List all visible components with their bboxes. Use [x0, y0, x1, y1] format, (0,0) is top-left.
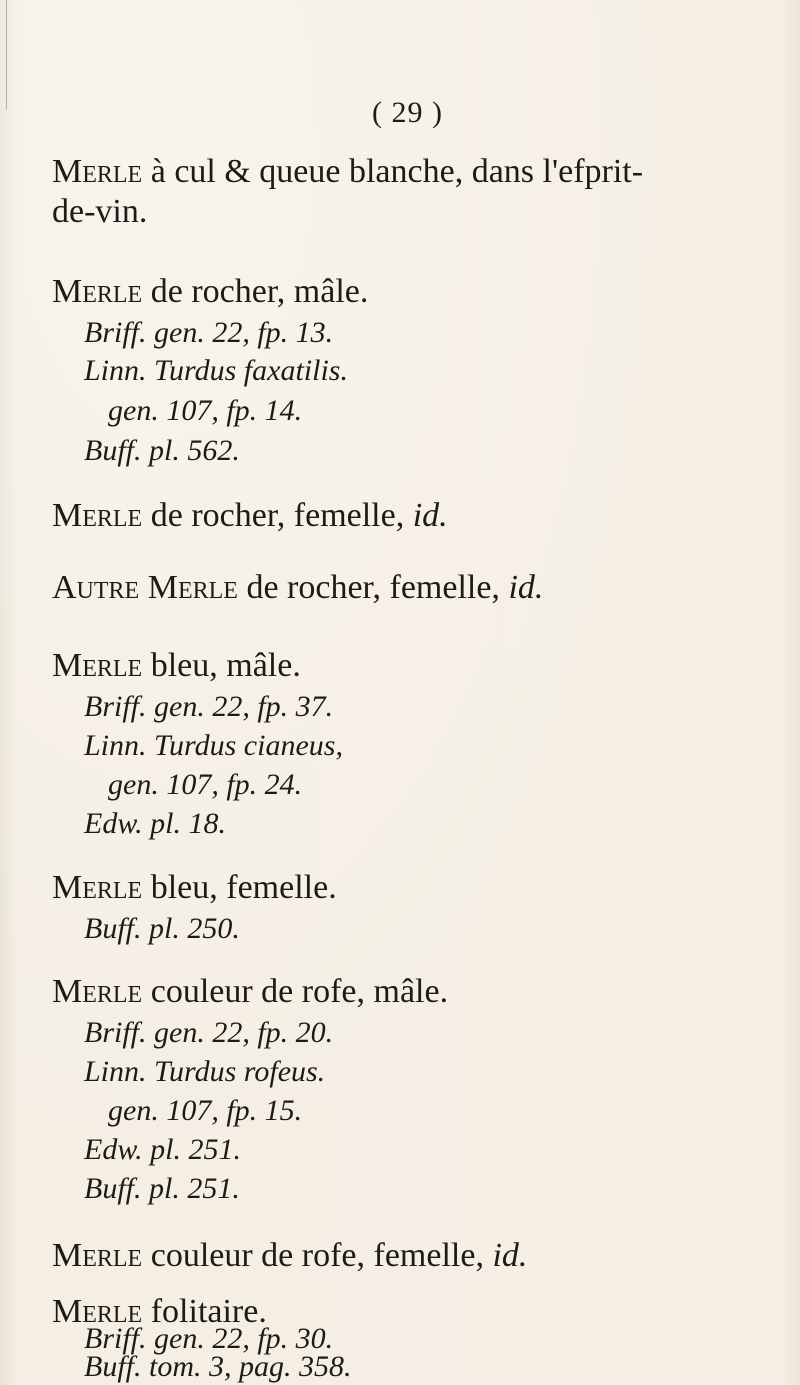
- heading-caps: Merle: [52, 869, 143, 906]
- heading-caps: Merle: [52, 973, 143, 1010]
- ref-text: gen. 22, fp. 20.: [146, 1016, 334, 1049]
- reference-line: [84, 1016, 333, 1050]
- reference-line: [108, 394, 302, 428]
- ref-author: Buff.: [84, 1172, 142, 1205]
- reference-line: [84, 807, 226, 841]
- heading-text: de rocher, mâle.: [142, 273, 369, 310]
- heading-text: folitaire.: [142, 1293, 267, 1330]
- heading-text: bleu, femelle.: [142, 869, 337, 906]
- entry-heading: [52, 272, 368, 312]
- ref-author: Briff.: [84, 690, 147, 723]
- ref-text: gen. 22, fp. 30.: [146, 1322, 334, 1355]
- heading-text: couleur de rofe, mâle.: [142, 973, 449, 1010]
- ref-text: pl. 251.: [141, 1172, 240, 1205]
- ref-text: pl. 250.: [141, 912, 240, 945]
- heading-caps: Merle: [52, 1237, 143, 1274]
- reference-line: [84, 354, 348, 388]
- ref-text: tom. 3, pag. 358.: [141, 1350, 352, 1383]
- ref-author: Buff.: [84, 1350, 142, 1383]
- reference-line: [84, 1055, 325, 1089]
- ref-author: Buff.: [84, 912, 142, 945]
- heading-text: bleu, mâle.: [142, 647, 301, 684]
- heading-text: couleur de rofe, femelle,: [142, 1237, 493, 1274]
- entry-heading: [52, 972, 448, 1012]
- entry-heading: [52, 868, 337, 908]
- page-edge: [6, 0, 7, 110]
- ref-author: Briff.: [84, 1016, 147, 1049]
- ref-text: gen. 107, fp. 15.: [108, 1094, 303, 1127]
- heading-text: à cul & queue blanche, dans l'efprit-: [142, 153, 644, 190]
- ref-text: pl. 562.: [141, 434, 240, 467]
- entry-heading: [52, 568, 543, 608]
- ref-author: Edw.: [84, 807, 143, 840]
- ref-text: Turdus rofeus.: [146, 1055, 326, 1088]
- entry-heading: [52, 1236, 527, 1276]
- ref-text: gen. 107, fp. 14.: [108, 394, 303, 427]
- reference-line: [84, 1133, 241, 1167]
- ref-text: pl. 18.: [142, 807, 226, 840]
- ref-author: Buff.: [84, 434, 142, 467]
- heading-caps: Autre Merle: [52, 569, 238, 606]
- heading-caps: Merle: [52, 1293, 143, 1330]
- entry-heading: [52, 152, 643, 192]
- reference-line: [84, 912, 240, 946]
- reference-line: [84, 729, 343, 763]
- ref-text: gen. 22, fp. 37.: [146, 690, 334, 723]
- page-number: ( 29 ): [372, 96, 443, 129]
- ref-text: gen. 107, fp. 24.: [108, 768, 303, 801]
- reference-line: [84, 1350, 352, 1384]
- ref-text: Turdus cianeus,: [146, 729, 343, 762]
- heading-text: de rocher, femelle,: [142, 497, 413, 534]
- entry-heading: [52, 646, 301, 686]
- ref-author: Edw.: [84, 1133, 143, 1166]
- reference-line: [84, 1172, 240, 1206]
- reference-line: [108, 768, 302, 802]
- ref-text: Turdus faxatilis.: [146, 354, 348, 387]
- ref-author: Briff.: [84, 316, 147, 349]
- reference-line: [84, 434, 240, 468]
- entry-heading: [52, 496, 448, 536]
- id-mark: id.: [412, 497, 448, 534]
- id-mark: id.: [492, 1237, 528, 1274]
- heading-caps: Merle: [52, 497, 143, 534]
- ref-text: pl. 251.: [142, 1133, 241, 1166]
- id-mark: id.: [508, 569, 544, 606]
- entry-continuation: de-vin.: [52, 193, 148, 230]
- ref-author: Briff.: [84, 1322, 147, 1355]
- ref-text: gen. 22, fp. 13.: [146, 316, 334, 349]
- reference-line: [108, 1094, 302, 1128]
- reference-line: [84, 690, 333, 724]
- heading-caps: Merle: [52, 273, 143, 310]
- reference-line: [84, 316, 333, 350]
- heading-caps: Merle: [52, 153, 143, 190]
- ref-author: Linn.: [84, 354, 147, 387]
- ref-author: Linn.: [84, 729, 147, 762]
- ref-author: Linn.: [84, 1055, 147, 1088]
- heading-text: de rocher, femelle,: [237, 569, 509, 606]
- heading-caps: Merle: [52, 647, 143, 684]
